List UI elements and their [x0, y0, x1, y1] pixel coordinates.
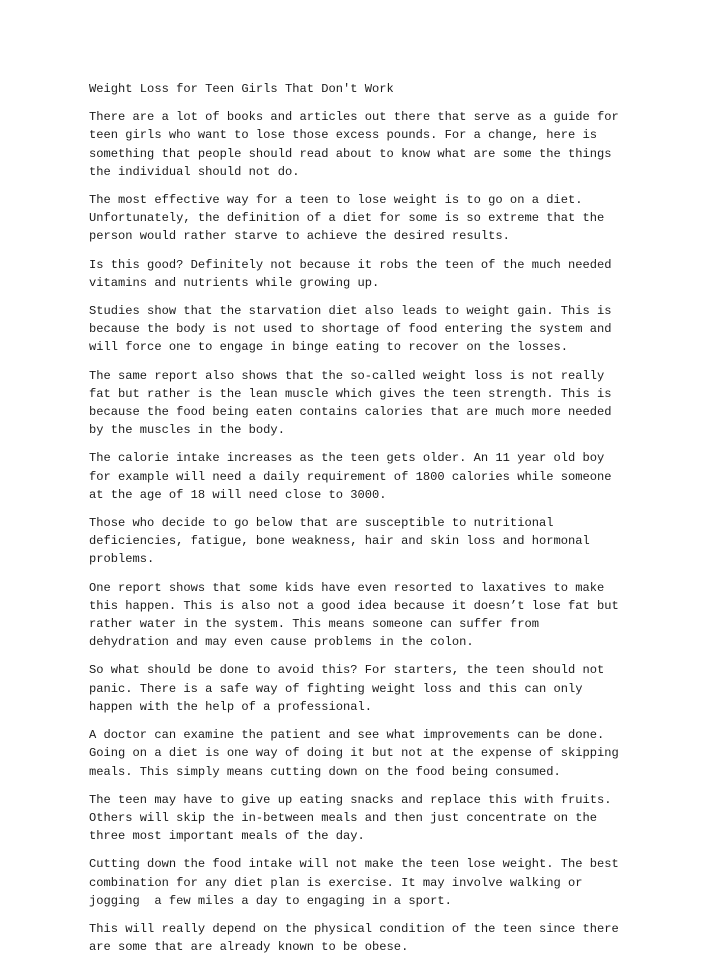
paragraph-line: Cutting down the food intake will not make the teen lose weight. The best — [89, 857, 619, 872]
paragraph-line: The calorie intake increases as the teen gets older. An 11 year old boy — [89, 451, 605, 466]
paragraph-line: This will really depend on the physical condition of the teen since there — [89, 921, 619, 936]
paragraph-line: the individual should not do. — [89, 164, 300, 179]
paragraph-line: will force one to engage in binge eating to recover on the losses. — [89, 340, 568, 355]
paragraph-line: rather water in the system. This means someone can suffer from — [89, 617, 539, 632]
document-page — [89, 80, 709, 966]
paragraph-line: jogging a few miles a day to engaging in a sport. — [89, 893, 452, 908]
paragraph-line: are some that are already known to be obese. — [89, 940, 409, 955]
paragraph-line: A doctor can examine the patient and see what improvements can be done. — [89, 728, 605, 743]
paragraph — [89, 661, 709, 716]
paragraph-line: happen with the help of a professional. — [89, 699, 373, 714]
document-body — [89, 108, 709, 956]
paragraph-line: Unfortunately, the definition of a diet for some is so extreme that the — [89, 211, 605, 226]
paragraph-line: at the age of 18 will need close to 3000. — [89, 487, 387, 502]
paragraph-line: vitamins and nutrients while growing up. — [89, 275, 380, 290]
paragraph — [89, 108, 709, 181]
paragraph-line: three most important meals of the day. — [89, 829, 365, 844]
paragraph — [89, 256, 709, 292]
paragraph-line: dehydration and may even cause problems in the colon. — [89, 635, 474, 650]
paragraph — [89, 302, 709, 357]
paragraph-line: fat but rather is the lean muscle which gives the teen strength. This is — [89, 386, 612, 401]
paragraph-line: Is this good? Definitely not because it robs the teen of the much needed — [89, 257, 612, 272]
paragraph — [89, 514, 709, 569]
paragraph-line: There are a lot of books and articles out there that serve as a guide for — [89, 110, 619, 125]
paragraph-line: something that people should read about to know what are some the things — [89, 146, 612, 161]
paragraph-line: teen girls who want to lose those excess pounds. For a change, here is — [89, 128, 598, 143]
paragraph-line: meals. This simply means cutting down on the food being consumed. — [89, 764, 561, 779]
paragraph-line: The teen may have to give up eating snacks and replace this with fruits. — [89, 792, 612, 807]
paragraph-line: because the food being eaten contains calories that are much more needed — [89, 405, 612, 420]
paragraph — [89, 726, 709, 781]
paragraph-line: person would rather starve to achieve the desired results. — [89, 229, 510, 244]
paragraph-line: problems. — [89, 552, 155, 567]
paragraph-line: by the muscles in the body. — [89, 423, 285, 438]
paragraph-line: because the body is not used to shortage of food entering the system and — [89, 322, 612, 337]
paragraph-line: One report shows that some kids have even resorted to laxatives to make — [89, 580, 605, 595]
paragraph-line: this happen. This is also not a good idea because it doesn’t lose fat but — [89, 598, 619, 613]
paragraph-line: The same report also shows that the so-called weight loss is not really — [89, 368, 605, 383]
paragraph — [89, 191, 709, 246]
paragraph-line: Those who decide to go below that are susceptible to nutritional — [89, 516, 554, 531]
paragraph-line: panic. There is a safe way of fighting weight loss and this can only — [89, 681, 583, 696]
paragraph — [89, 367, 709, 440]
paragraph — [89, 791, 709, 846]
paragraph — [89, 579, 709, 652]
paragraph-line: So what should be done to avoid this? For starters, the teen should not — [89, 663, 605, 678]
paragraph — [89, 855, 709, 910]
paragraph-line: Studies show that the starvation diet also leads to weight gain. This is — [89, 304, 612, 319]
document-title: Weight Loss for Teen Girls That Don't Work — [89, 82, 394, 96]
paragraph-line: Others will skip the in-between meals and then just concentrate on the — [89, 810, 598, 825]
paragraph-line: for example will need a daily requirement of 1800 calories while someone — [89, 469, 612, 484]
paragraph-line: The most effective way for a teen to lose weight is to go on a diet. — [89, 193, 583, 208]
paragraph — [89, 920, 709, 956]
paragraph — [89, 449, 709, 504]
paragraph-line: deficiencies, fatigue, bone weakness, hair and skin loss and hormonal — [89, 534, 590, 549]
paragraph-line: combination for any diet plan is exercise. It may involve walking or — [89, 875, 583, 890]
paragraph-line: Going on a diet is one way of doing it but not at the expense of skipping — [89, 746, 619, 761]
